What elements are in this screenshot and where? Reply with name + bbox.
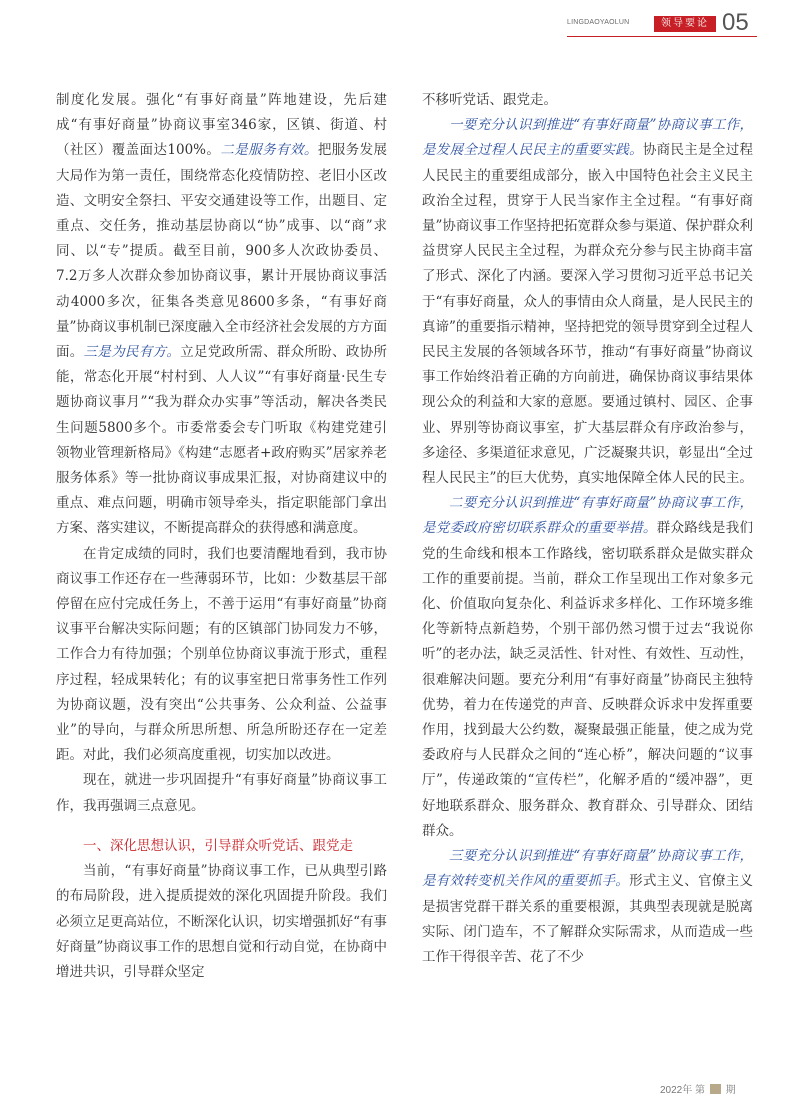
issue-number (710, 1084, 721, 1094)
footer (660, 1081, 736, 1096)
page-number: 05 (722, 9, 749, 36)
paragraph: 在肯定成绩的同时，我们也要清醒地看到，我市协商议事工作还存在一些薄弱环节，比如：少数基层干部停留在应付完成任务上，不善于运用“有事好商量”协商议事平台解决实际问题；有的区镇部门协同发力不够，工作合力有待加强；个别单位协商议事流于形式，重程序过程，轻成果转化；有的议事室把日常事务性工作列为协商议题，没有突出“公共事务、公众利益、公益事业”的导向，与群众所思所想、所急所盼还存在一定差距。对此，我们必须高度重视，切实加以改进。 (56, 545, 387, 764)
paragraph: 现在，就进一步巩固提升“有事好商量”协商议事工作，我再强调三点意见。 (56, 772, 387, 814)
footer-di: 第 (695, 1085, 706, 1096)
right-column (422, 88, 753, 970)
left-column (56, 88, 387, 985)
paragraph (56, 88, 387, 542)
text-run: 群众路线是我们党的生命线和根本工作路线，密切联系群众是做实群众工作的重要前提。当前，群众工作呈现出工作对象多元化、价值取向复杂化、利益诉求多样化、工作环境多维化等新特点新趋势，个别干部仍然习惯于过去“我说你听”的老办法，缺乏灵活性、针对性、有效性、互动性，很难解决问题。要充分利用“有事好商量”协商民主独特优势，着力在传递党的声音、反映群众诉求中发挥重要作用，找到最大公约数，凝聚最强正能量，使之成为党委政府与人民群众之间的“连心桥”，解决问题的“议事厅”，传递政策的“宣传栏”，化解矛盾的“缓冲器”，更好地联系群众、服务群众、教育群众、引导群众、团结群众。 (422, 520, 754, 839)
paragraph: 当前，“有事好商量”协商议事工作，已从典型引路的布局阶段，进入提质提效的深化巩固提升阶段。我们必须立足更高站位，不断深化认识，切实增强抓好“有事好商量”协商议事工作的思想自觉和行动自觉，在协商中增进共识，引导群众坚定 (56, 863, 387, 980)
highlight-text: 三是为民有方。 (83, 344, 181, 361)
header-label: LINGDAOYAOLUN (567, 19, 630, 26)
header-rule (567, 36, 757, 37)
highlight-text: 二是服务有效。 (220, 142, 318, 159)
lead-sentence: 三要充分认识到推进“有事好商量”协商议事工作，是有效转变机关作风的重要抓手。 (422, 848, 753, 890)
footer-qi: 期 (725, 1085, 736, 1096)
paragraph (422, 844, 753, 970)
paragraph (422, 491, 753, 844)
text-run: 形式主义、官僚主义是损害党群干群关系的重要根源，其典型表现就是脱离实际、闭门造车，不了解群众实际需求，从而造成一些工作干得很辛苦、花了不少 (422, 873, 754, 965)
text-run: 制度化发展。强化“有事好商量”阵地建设，先后建成“有事好商量”协商议事室346家，区镇、街道、村（社区）覆盖面达100%。 (56, 92, 387, 159)
paragraph: 不移听党话、跟党走。 (422, 92, 557, 108)
section-heading: 一、深化思想认识，引导群众听党话、跟党走 (83, 837, 353, 854)
section-tag: 领导要论 (654, 16, 716, 32)
footer-year: 2022年 (660, 1085, 693, 1096)
paragraph (422, 113, 753, 491)
lead-sentence: 二要充分认识到推进“有事好商量”协商议事工作，是党委政府密切联系群众的重要举措。 (422, 495, 753, 537)
text-run: 协商民主是全过程人民民主的重要组成部分，嵌入中国特色社会主义民主政治全过程，贯穿于人民当家作主全过程。“有事好商量”协商议事工作坚持把拓宽群众参与渠道、保护群众利益贯穿人民民主全过程，为群众充分参与民主协商丰富了形式、深化了内涵。要深入学习贯彻习近平总书记关于“有事好商量，众人的事情由众人商量，是人民民主的真谛”的重要指示精神，坚持把党的领导贯穿到全过程人民民主发展的各领域各环节，推动“有事好商量”协商议事工作始终沿着正确的方向前进，确保协商议事结果体现公众的利益和大家的意愿。要通过镇村、园区、企事业、界别等协商议事室，扩大基层群众有序政治参与，多途径、多渠道征求意见，广泛凝聚共识，彰显出“全过程人民民主”的巨大优势，真实地保障全体人民的民主。 (422, 142, 754, 487)
text-run: 把服务发展大局作为第一责任，围绕常态化疫情防控、老旧小区改造、文明安全祭扫、平安交通建设等工作，出题目、定重点、交任务，推动基层协商以“协”成事、以“商”求同、以“专”提质。截至目前，900多人次政协委员、7.2万多人次群众参加协商议事，累计开展协商议事活动4000多次，征集各类意见8600多条，“有事好商量”协商议事机制已深度融入全市经济社会发展的方方面面。 (56, 142, 388, 361)
lead-sentence: 一要充分认识到推进“有事好商量”协商议事工作，是发展全过程人民民主的重要实践。 (422, 117, 753, 159)
text-run: 立足党政所需、群众所盼、政协所能，常态化开展“村村到、人人议”“有事好商量·民生专题协商议事月”“我为群众办实事”等活动，解决各类民生问题5800多个。市委常委会专门听取《构建党建引领物业管理新格局》《构建“志愿者+政府购买”居家养老服务体系》等一批协商议事成果汇报，对协商建议中的重点、难点问题，明确市领导牵头，指定职能部门拿出方案、落实建议，不断提高群众的获得感和满意度。 (56, 344, 388, 537)
